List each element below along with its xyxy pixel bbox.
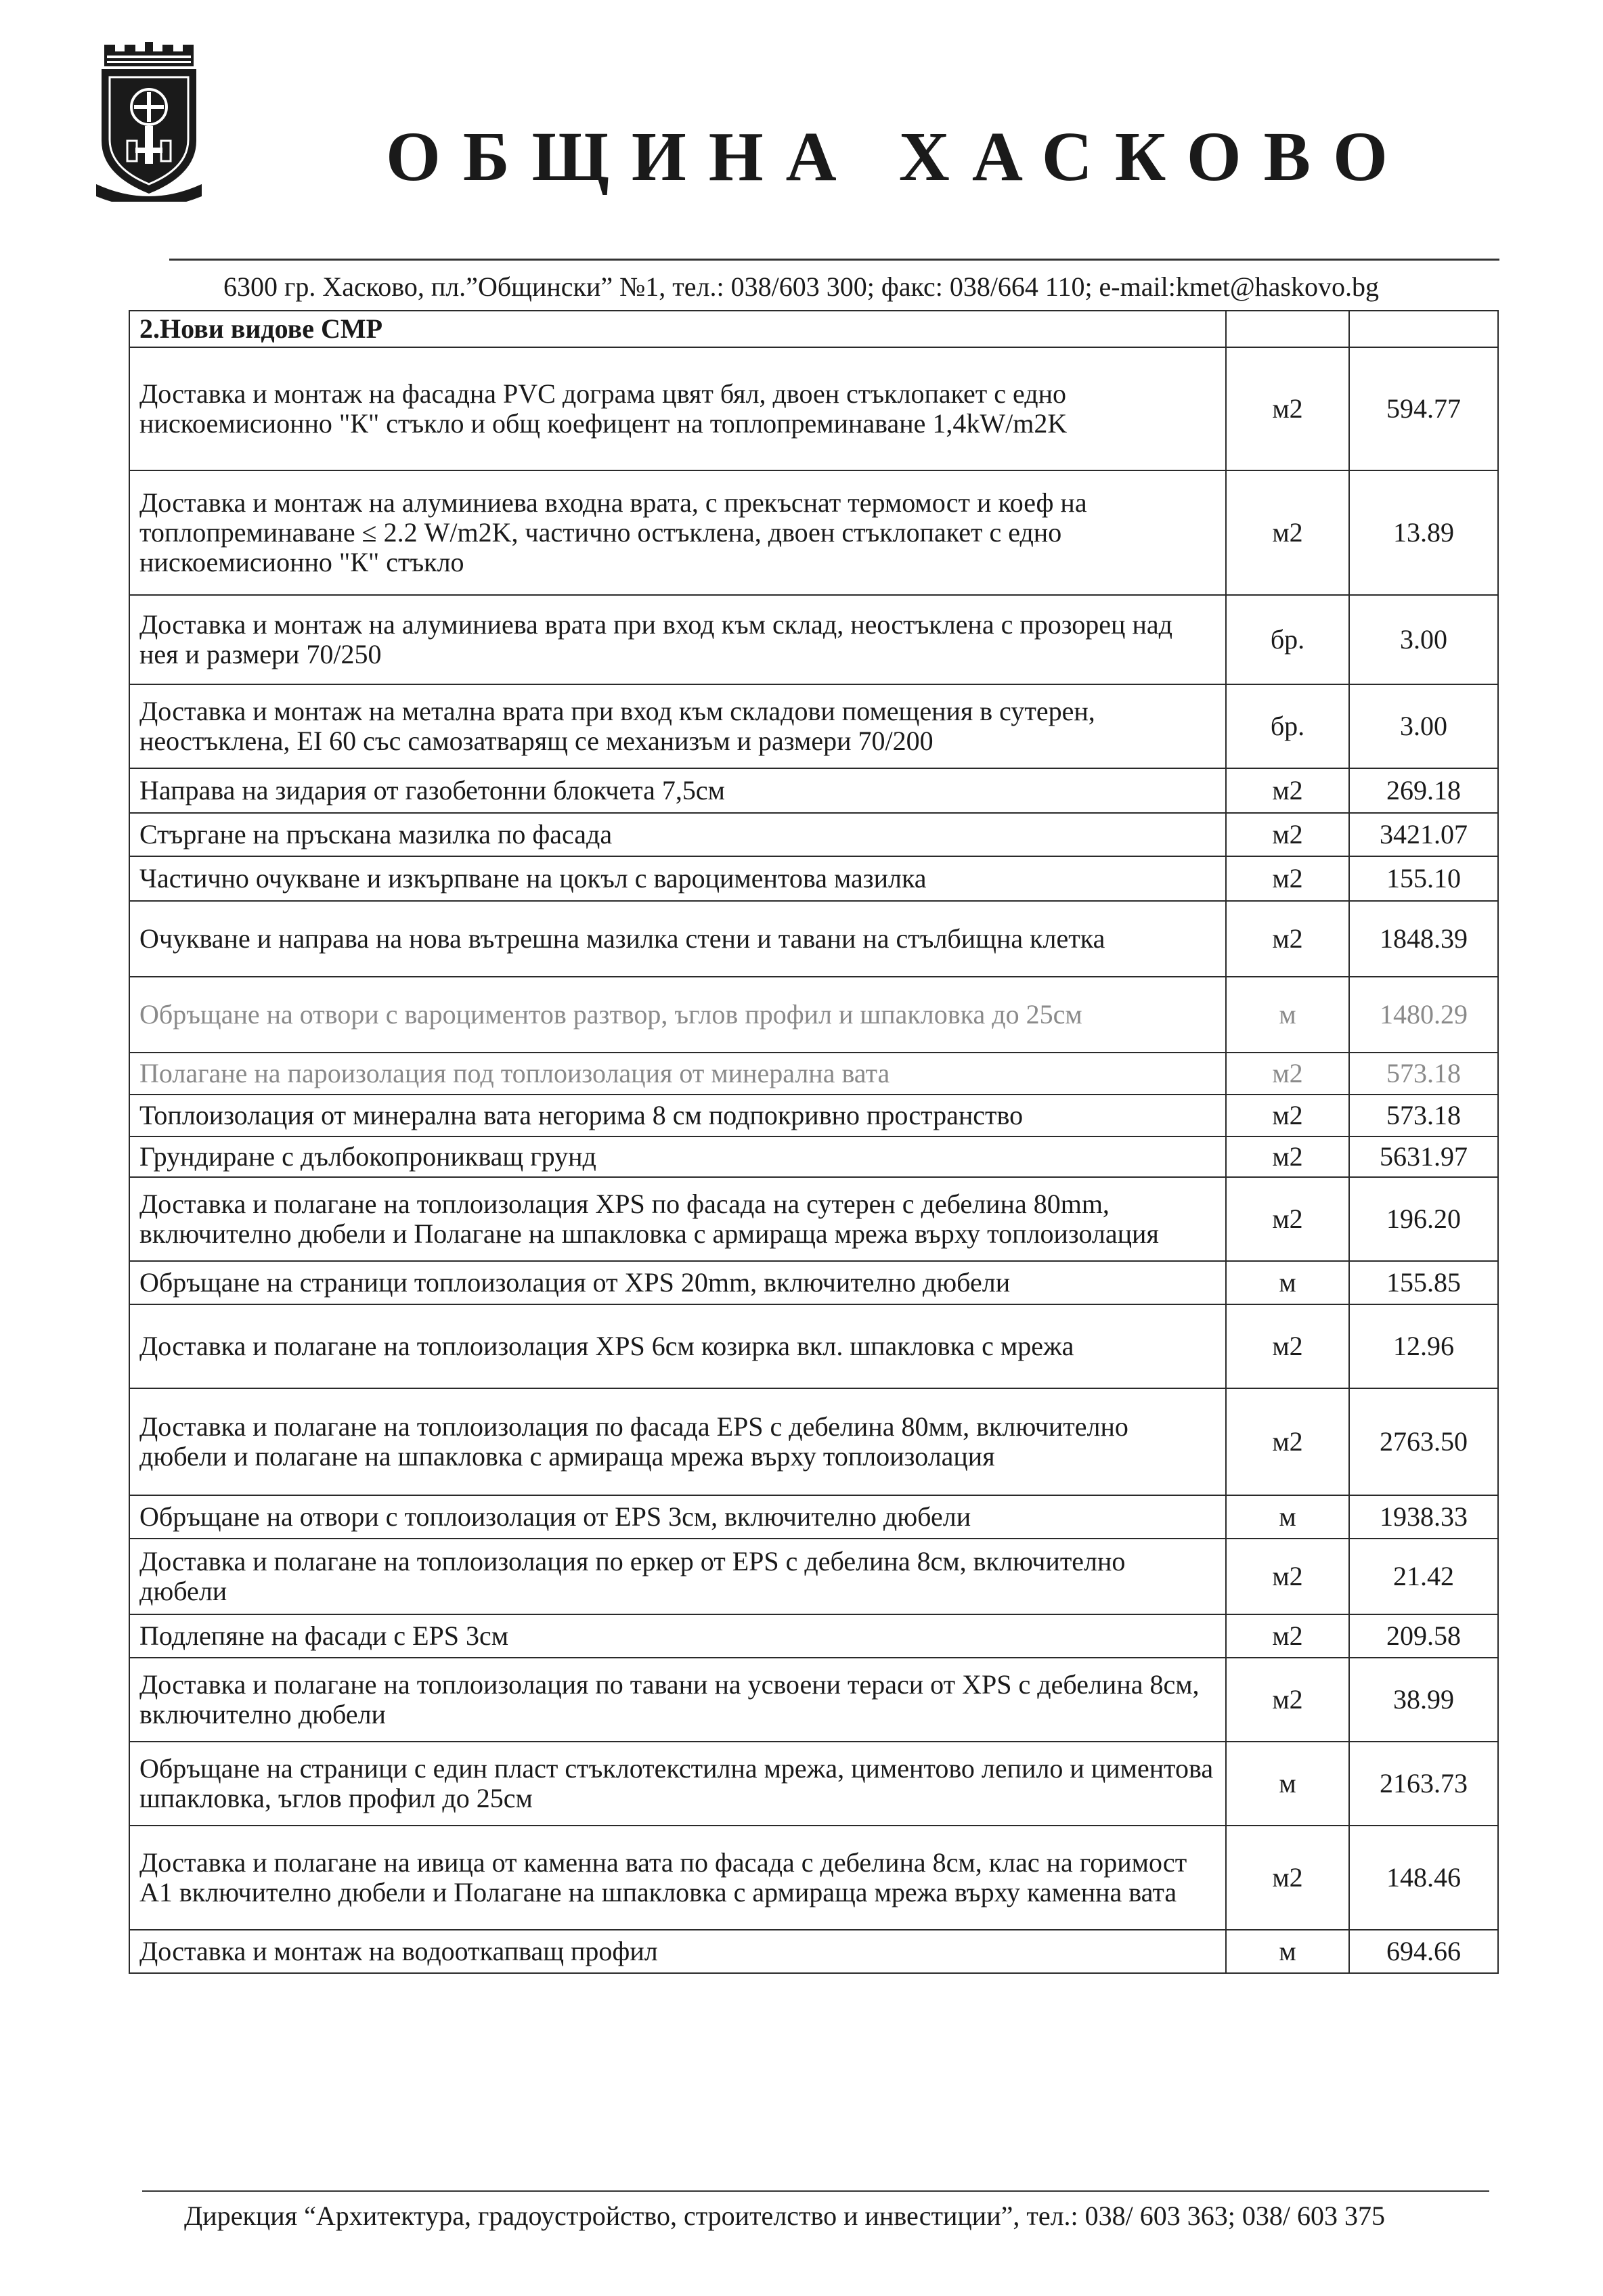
item-quantity: 3.00 (1349, 684, 1498, 768)
table-row (129, 347, 1498, 470)
table-row (129, 1614, 1498, 1658)
table-row (129, 1658, 1498, 1742)
contact-address: 6300 гр. Хасково, пл.”Общински” №1, тел.: 038/603 300; факс: 038/664 110; e-mail:kmet@haskovo.bg (223, 271, 1379, 302)
item-description: Доставка и полагане на топлоизолация по фасада EPS с дебелина 80мм, включително дюбели и полагане на шпакловка с армираща мрежа върху топлоизолация (129, 1388, 1226, 1495)
item-unit: бр. (1226, 595, 1349, 684)
item-quantity: 1848.39 (1349, 901, 1498, 977)
item-quantity: 148.46 (1349, 1826, 1498, 1930)
item-unit: м (1226, 1261, 1349, 1304)
section-title: 2.Нови видове СМР (129, 311, 1226, 347)
item-quantity: 2163.73 (1349, 1742, 1498, 1826)
item-description: Стъргане на пръскана мазилка по фасада (129, 813, 1226, 856)
item-unit: м2 (1226, 1658, 1349, 1742)
item-unit: м2 (1226, 1826, 1349, 1930)
item-quantity: 209.58 (1349, 1614, 1498, 1658)
item-unit: бр. (1226, 684, 1349, 768)
table-row (129, 470, 1498, 595)
table-row (129, 1539, 1498, 1614)
item-unit: м2 (1226, 1539, 1349, 1614)
item-description: Обръщане на отвори с вароциментов разтвор, ъглов профил и шпакловка до 25см (129, 977, 1226, 1053)
table-row (129, 1095, 1498, 1136)
table-row (129, 1388, 1498, 1495)
item-quantity: 694.66 (1349, 1930, 1498, 1973)
item-quantity: 2763.50 (1349, 1388, 1498, 1495)
item-quantity: 3421.07 (1349, 813, 1498, 856)
item-description: Грундиране с дълбокопроникващ грунд (129, 1136, 1226, 1177)
item-quantity: 38.99 (1349, 1658, 1498, 1742)
item-description: Обръщане на страници топлоизолация от XPS 20mm, включително дюбели (129, 1261, 1226, 1304)
item-quantity: 12.96 (1349, 1304, 1498, 1388)
item-description: Полагане на пароизолация под топлоизолация от минерална вата (129, 1053, 1226, 1095)
table-row (129, 901, 1498, 977)
table-row (129, 1304, 1498, 1388)
table-row (129, 595, 1498, 684)
item-description: Доставка и полагане на топлоизолация XPS по фасада на сутерен с дебелина 80mm, включително дюбели и Полагане на шпакловка с армираща мрежа върху топлоизолация (129, 1177, 1226, 1261)
item-quantity: 573.18 (1349, 1053, 1498, 1095)
table-row (129, 1742, 1498, 1826)
item-unit: м2 (1226, 1136, 1349, 1177)
item-description: Доставка и полагане на ивица от каменна вата по фасада с дебелина 8см, клас на горимост А1 включително дюбели и Полагане на шпакловка с армираща мрежа върху каменна вата (129, 1826, 1226, 1930)
table-row (129, 1930, 1498, 1973)
item-description: Очукване и направа на нова вътрешна мазилка стени и тавани на стълбищна клетка (129, 901, 1226, 977)
item-quantity: 196.20 (1349, 1177, 1498, 1261)
item-unit: м2 (1226, 470, 1349, 595)
item-description: Топлоизолация от минерална вата негорима 8 см подпокривно пространство (129, 1095, 1226, 1136)
item-unit: м2 (1226, 347, 1349, 470)
item-description: Доставка и полагане на топлоизолация по еркер от EPS с дебелина 8см, включително дюбели (129, 1539, 1226, 1614)
table-row (129, 1826, 1498, 1930)
item-unit: м2 (1226, 813, 1349, 856)
table-row (129, 1053, 1498, 1095)
item-unit: м2 (1226, 901, 1349, 977)
table-row (129, 813, 1498, 856)
item-description: Обръщане на отвори с топлоизолация от EPS 3см, включително дюбели (129, 1495, 1226, 1539)
table-section-header-row (129, 311, 1498, 347)
item-unit: м2 (1226, 1177, 1349, 1261)
item-description: Доставка и полагане на топлоизолация XPS 6см козирка вкл. шпакловка с мрежа (129, 1304, 1226, 1388)
item-quantity: 269.18 (1349, 768, 1498, 813)
table-row (129, 1177, 1498, 1261)
item-description: Подлепяне на фасади с EPS 3см (129, 1614, 1226, 1658)
header-qty-cell (1349, 311, 1498, 347)
item-quantity: 5631.97 (1349, 1136, 1498, 1177)
table-row (129, 977, 1498, 1053)
item-description: Доставка и полагане на топлоизолация по тавани на усвоени тераси от XPS с дебелина 8см, включително дюбели (129, 1658, 1226, 1742)
item-unit: м2 (1226, 1053, 1349, 1095)
item-description: Доставка и монтаж на водооткапващ профил (129, 1930, 1226, 1973)
header-unit-cell (1226, 311, 1349, 347)
item-quantity: 573.18 (1349, 1095, 1498, 1136)
item-unit: м2 (1226, 1614, 1349, 1658)
table-row (129, 1261, 1498, 1304)
item-unit: м (1226, 977, 1349, 1053)
item-description: Доставка и монтаж на фасадна PVC дограма цвят бял, двоен стъклопакет с едно нискоемисионно "К" стъкло и общ коефицент на топлопреминаване 1,4kW/m2K (129, 347, 1226, 470)
item-description: Обръщане на страници с един пласт стъклотекстилна мрежа, циментово лепило и циментова шпакловка, ъглов профил до 25см (129, 1742, 1226, 1826)
item-description: Доставка и монтаж на алуминиева врата при вход към склад, неостъклена с прозорец над нея и размери 70/250 (129, 595, 1226, 684)
item-quantity: 3.00 (1349, 595, 1498, 684)
works-table (129, 310, 1499, 1974)
item-unit: м (1226, 1742, 1349, 1826)
item-quantity: 594.77 (1349, 347, 1498, 470)
item-quantity: 1938.33 (1349, 1495, 1498, 1539)
item-unit: м2 (1226, 856, 1349, 901)
page-title: ОБЩИНА ХАСКОВО (386, 118, 1410, 196)
header-divider (169, 259, 1499, 261)
item-quantity: 1480.29 (1349, 977, 1498, 1053)
item-quantity: 155.10 (1349, 856, 1498, 901)
item-description: Направа на зидария от газобетонни блокчета 7,5см (129, 768, 1226, 813)
item-description: Частично очукване и изкърпване на цокъл с вароциментова мазилка (129, 856, 1226, 901)
item-unit: м (1226, 1495, 1349, 1539)
item-description: Доставка и монтаж на алуминиева входна врата, с прекъснат термомост и коеф на топлопреминаване ≤ 2.2 W/m2K, частично остъклена, двоен стъклопакет с едно нискоемисионно "К" стъкло (129, 470, 1226, 595)
item-unit: м2 (1226, 768, 1349, 813)
municipality-crest-icon (95, 39, 203, 202)
footer-contacts: Дирекция “Архитектура, градоустройство, строителство и инвестиции”, тел.: 038/ 603 363; 038/ 603 375 (184, 2201, 1386, 2231)
item-unit: м (1226, 1930, 1349, 1973)
item-unit: м2 (1226, 1388, 1349, 1495)
table-row (129, 1495, 1498, 1539)
item-quantity: 13.89 (1349, 470, 1498, 595)
item-unit: м2 (1226, 1304, 1349, 1388)
item-quantity: 155.85 (1349, 1261, 1498, 1304)
item-unit: м2 (1226, 1095, 1349, 1136)
table-row (129, 684, 1498, 768)
table-row (129, 856, 1498, 901)
item-description: Доставка и монтаж на метална врата при вход към складови помещения в сутерен, неостъклена, EI 60 със самозатварящ се механизъм и размери 70/200 (129, 684, 1226, 768)
table-row (129, 768, 1498, 813)
item-quantity: 21.42 (1349, 1539, 1498, 1614)
table-row (129, 1136, 1498, 1177)
footer-divider (142, 2190, 1489, 2192)
